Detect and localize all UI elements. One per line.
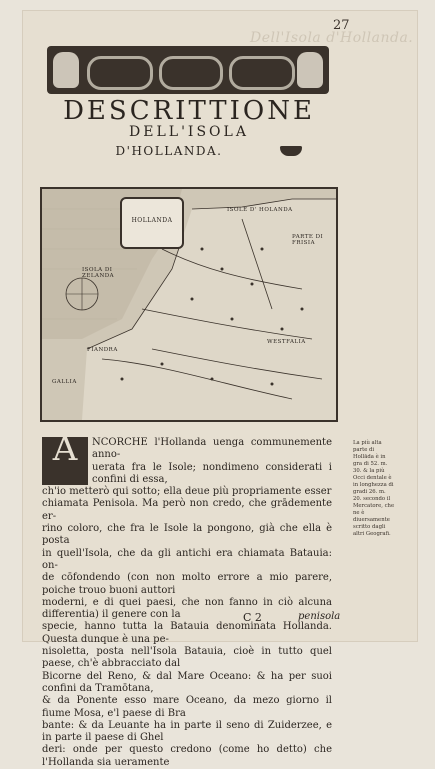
catchword: penisola xyxy=(298,611,341,622)
cartouche-title: HOLLANDA xyxy=(131,217,173,224)
scroll-ornament-icon xyxy=(159,56,223,90)
map-label-westfalia: WESTFALIA xyxy=(267,339,306,345)
map-label-gallia: GALLIA xyxy=(52,379,77,385)
body-line: bante: & da Leuante ha in parte il seno di Zuiderzee, e in parte il paese di Ghel xyxy=(42,719,332,744)
body-line: NCORCHE l'Hollanda uenga communemente anno- xyxy=(92,437,332,461)
signature-mark: C 2 xyxy=(243,611,262,624)
body-text xyxy=(42,429,332,769)
map-label-isole: ISOLE D' HOLANDA xyxy=(227,207,293,213)
body-line: rino coloro, che fra le Isole la pongono, già che ella è posta xyxy=(42,523,332,547)
decorative-headpiece xyxy=(47,46,329,94)
body-line: & da Ponente esso mare Oceano, da mezo giorno il fiume Mosa, e'l paese di Bra xyxy=(42,695,332,719)
vase-ornament-icon xyxy=(53,52,79,88)
map-drawing xyxy=(42,189,336,420)
page-number: 27 xyxy=(333,18,350,33)
body-line: specie, hanno tutta la Batauia denominata Hollanda. Questa dunque è una pe- xyxy=(42,621,332,645)
drop-cap-letter: A xyxy=(52,429,78,469)
body-line: deri: onde per questo credono (come ho detto) che l'Hollanda sia ueramente xyxy=(42,744,332,768)
body-line: uerata fra le Isole; nondimeno considerati i confini di essa, xyxy=(92,461,332,485)
body-line: in quell'Isola, che da gli antichi era chiamata Batauia: on- xyxy=(42,547,332,571)
body-line: de cōfondendo (con non molto errore a mio parere, poiche trouo buoni auttori xyxy=(42,572,332,596)
map-of-holland xyxy=(40,187,338,422)
subtitle-line-1: DELL'ISOLA xyxy=(129,124,249,140)
subtitle-line-2: D'HOLLANDA. xyxy=(115,144,223,158)
body-line: ch'io metterò qui sotto; ella deue più propriamente esser xyxy=(42,486,332,498)
body-line: Bicorne del Reno, & dal Mare Oceano: & ha per suoi confini da Tramōtana, xyxy=(42,670,332,694)
scroll-ornament-icon xyxy=(87,56,153,90)
vase-ornament-icon xyxy=(297,52,323,88)
map-label-fiandra: FIANDRA xyxy=(87,347,118,353)
margin-note: La più alta parte di Hollāda è in gra di 52. m. 30. & la più Occi dentale è in longhezza di gradi 26. m. 20. secondo il Mercatore, che ne è diuersamente scritto dagli altri Geografi. xyxy=(353,440,395,537)
body-line: chiamata Penisola. Ma però non credo, che grādemente er- xyxy=(42,498,332,522)
scroll-ornament-icon xyxy=(229,56,295,90)
body-line: nisoletta, posta nell'Isola Batauia, cioè in tutto quel paese, ch'è abbracciato dal xyxy=(42,646,332,670)
map-cartouche xyxy=(120,197,184,249)
show-through-heading: Dell'Isola d'Hollanda. xyxy=(250,30,414,46)
map-label-frisia: PARTE DI FRISIA xyxy=(292,234,324,246)
body-line: moderni, e di quei paesi, che non fanno in ciò alcuna differentia) il genere con la xyxy=(42,596,332,621)
drop-cap xyxy=(42,429,88,485)
map-label-zelanda: ISOLA DI ZELANDA xyxy=(82,267,115,279)
page-title: DESCRITTIONE xyxy=(63,96,315,126)
